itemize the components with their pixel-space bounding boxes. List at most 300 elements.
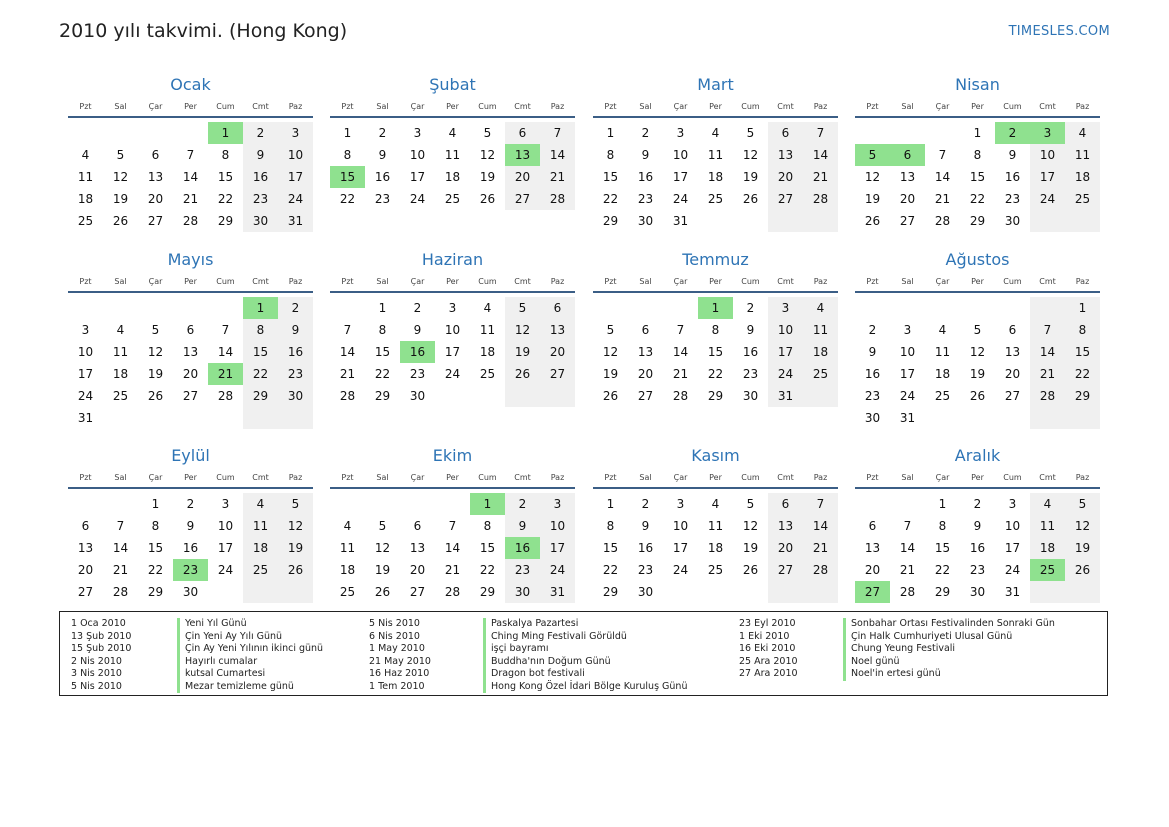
day-cell: 30 [1004,214,1021,228]
weekday-header [330,273,575,293]
weekday-label: Cum [216,102,235,111]
day-cell: 3 [81,323,90,337]
day-cell: 4 [81,148,90,162]
holiday-day: 6 [890,144,925,166]
weekday-label: Per [971,473,984,482]
day-cell: 26 [374,585,391,599]
day-cell: 11 [707,148,724,162]
day-cell: 31 [287,214,304,228]
day-cell: 11 [934,345,951,359]
weekday-label: Per [709,473,722,482]
day-cell: 24 [409,192,426,206]
day-cell: 18 [1074,170,1091,184]
holiday-day: 1 [470,493,505,515]
day-cell: 6 [868,519,877,533]
legend-holiday-name: Çin Halk Cumhuriyeti Ulusal Günü [843,631,1055,644]
weekday-label: Pzt [341,102,354,111]
holiday-day: 27 [855,581,890,603]
weekday-label: Çar [935,473,950,482]
holiday-day: 13 [505,144,540,166]
day-cell: 16 [742,345,759,359]
day-cell: 6 [781,126,790,140]
day-cell: 27 [514,192,531,206]
day-cell: 26 [1074,563,1091,577]
legend-holiday-name: Çin Ay Yeni Yılının ikinci günü [177,643,323,656]
weekday-label: Sal [376,277,389,286]
day-cell: 10 [444,323,461,337]
day-cell: 17 [444,345,461,359]
day-cell: 1 [606,497,615,511]
weekday-label: Cum [1003,473,1022,482]
day-cell: 27 [637,389,654,403]
legend-date-column [369,618,431,693]
day-cell: 9 [1008,148,1017,162]
day-cell: 26 [864,214,881,228]
month-block [330,443,575,627]
day-cell: 19 [287,541,304,555]
weekday-label: Paz [813,102,828,111]
day-cell: 26 [602,389,619,403]
weekday-label: Cum [741,102,760,111]
weekday-label: Paz [1075,473,1090,482]
day-cell: 20 [182,367,199,381]
weekday-label: Cmt [514,102,531,111]
month-name: Ocak [170,75,211,94]
weekday-label: Cmt [777,277,794,286]
day-cell: 30 [287,389,304,403]
day-cell: 17 [899,367,916,381]
day-cell: 13 [147,170,164,184]
day-cell: 13 [1004,345,1021,359]
day-cell: 20 [514,170,531,184]
month-block [68,247,313,431]
day-cell: 29 [934,585,951,599]
legend-date: 3 Nis 2010 [71,668,122,679]
weekday-label: Paz [550,102,565,111]
day-cell: 28 [444,585,461,599]
day-cell: 20 [1004,367,1021,381]
day-cell: 3 [903,323,912,337]
holiday-day: 25 [1030,559,1065,581]
day-cell: 28 [339,389,356,403]
day-cell: 5 [151,323,160,337]
day-cell: 9 [291,323,300,337]
day-cell: 17 [409,170,426,184]
day-cell: 6 [186,323,195,337]
day-cell: 6 [81,519,90,533]
days-grid [68,493,313,627]
legend-holiday-name: Dragon bot festivali [483,668,687,681]
weekday-label: Cmt [1039,102,1056,111]
day-cell: 3 [448,301,457,315]
day-cell: 6 [413,519,422,533]
day-cell: 11 [339,541,356,555]
day-cell: 11 [1039,519,1056,533]
day-cell: 4 [711,497,720,511]
days-grid [593,122,838,256]
day-cell: 20 [409,563,426,577]
day-cell: 5 [746,497,755,511]
day-cell: 27 [182,389,199,403]
day-cell: 30 [742,389,759,403]
day-cell: 20 [864,563,881,577]
day-cell: 5 [518,301,527,315]
day-cell: 2 [868,323,877,337]
day-cell: 5 [746,126,755,140]
days-grid [68,297,313,431]
day-cell: 4 [1043,497,1052,511]
holiday-day: 1 [698,297,733,319]
day-cell: 19 [514,345,531,359]
holiday-day: 21 [208,363,243,385]
day-cell: 18 [339,563,356,577]
month-block [855,72,1100,256]
day-cell: 10 [1004,519,1021,533]
day-cell: 8 [151,519,160,533]
weekday-label: Cum [216,473,235,482]
day-cell: 8 [378,323,387,337]
days-grid [330,297,575,431]
day-cell: 31 [77,411,94,425]
weekday-header [68,469,313,489]
day-cell: 10 [287,148,304,162]
weekday-label: Çar [410,473,425,482]
day-cell: 28 [812,563,829,577]
day-cell: 22 [707,367,724,381]
weekday-label: Pzt [604,102,617,111]
weekday-label: Cum [1003,277,1022,286]
day-cell: 24 [1004,563,1021,577]
day-cell: 29 [217,214,234,228]
day-cell: 18 [707,541,724,555]
day-cell: 24 [672,192,689,206]
day-cell: 27 [409,585,426,599]
day-cell: 14 [339,345,356,359]
day-cell: 19 [864,192,881,206]
day-cell: 4 [256,497,265,511]
day-cell: 10 [672,519,689,533]
day-cell: 11 [252,519,269,533]
day-cell: 30 [637,585,654,599]
day-cell: 15 [1074,345,1091,359]
day-cell: 25 [707,192,724,206]
day-cell: 7 [221,323,230,337]
weekday-label: Çar [935,277,950,286]
day-cell: 14 [217,345,234,359]
weekday-label: Çar [148,277,163,286]
day-cell: 27 [549,367,566,381]
weekday-header [855,98,1100,118]
legend-name-column [483,618,687,693]
day-cell: 15 [252,345,269,359]
holiday-day: 3 [1030,122,1065,144]
day-cell: 2 [291,301,300,315]
day-cell: 8 [606,148,615,162]
day-cell: 31 [777,389,794,403]
day-cell: 21 [444,563,461,577]
day-cell: 14 [812,148,829,162]
day-cell: 1 [606,126,615,140]
day-cell: 25 [479,367,496,381]
day-cell: 23 [514,563,531,577]
month-name: Eylül [171,446,210,465]
day-cell: 12 [514,323,531,337]
day-cell: 15 [934,541,951,555]
day-cell: 8 [221,148,230,162]
day-cell: 7 [186,148,195,162]
day-cell: 28 [112,585,129,599]
legend-name-column [177,618,323,693]
weekday-label: Per [709,277,722,286]
day-cell: 10 [899,345,916,359]
day-cell: 24 [287,192,304,206]
day-cell: 16 [287,345,304,359]
day-cell: 23 [1004,192,1021,206]
day-cell: 3 [676,126,685,140]
weekday-label: Cum [1003,102,1022,111]
day-cell: 13 [77,541,94,555]
day-cell: 28 [549,192,566,206]
legend-date: 1 Oca 2010 [71,618,126,629]
day-cell: 12 [1074,519,1091,533]
weekday-label: Pzt [79,277,92,286]
weekday-label: Cmt [777,473,794,482]
day-cell: 14 [812,519,829,533]
day-cell: 2 [746,301,755,315]
day-cell: 7 [903,519,912,533]
day-cell: 6 [518,126,527,140]
legend-date: 1 Tem 2010 [369,680,425,692]
day-cell: 25 [339,585,356,599]
legend-date: 5 Nis 2010 [369,618,420,629]
day-cell: 31 [1004,585,1021,599]
day-cell: 1 [343,126,352,140]
day-cell: 26 [742,192,759,206]
brand-link[interactable]: TIMESLES.COM [1008,24,1110,39]
day-cell: 5 [1078,497,1087,511]
day-cell: 24 [672,563,689,577]
weekday-label: Per [446,102,459,111]
day-cell: 28 [934,214,951,228]
weekday-label: Cmt [514,473,531,482]
holiday-legend [59,611,1108,696]
day-cell: 2 [413,301,422,315]
day-cell: 18 [812,345,829,359]
day-cell: 2 [973,497,982,511]
day-cell: 14 [899,541,916,555]
weekday-label: Cum [478,102,497,111]
day-cell: 15 [707,345,724,359]
weekday-label: Pzt [866,473,879,482]
day-cell: 9 [413,323,422,337]
day-cell: 7 [553,126,562,140]
day-cell: 24 [1039,192,1056,206]
legend-date: 6 Nis 2010 [369,630,420,642]
day-cell: 19 [969,367,986,381]
legend-date: 2 Nis 2010 [71,655,122,667]
day-cell: 15 [217,170,234,184]
day-cell: 27 [777,563,794,577]
page-title: 2010 yılı takvimi. (Hong Kong) [59,20,348,42]
weekday-label: Cmt [252,277,269,286]
holiday-day: 16 [505,537,540,559]
day-cell: 14 [112,541,129,555]
day-cell: 2 [378,126,387,140]
day-cell: 23 [742,367,759,381]
day-cell: 4 [116,323,125,337]
weekday-label: Paz [288,102,303,111]
day-cell: 26 [514,367,531,381]
day-cell: 16 [374,170,391,184]
day-cell: 18 [252,541,269,555]
day-cell: 11 [444,148,461,162]
month-name: Ağustos [945,250,1010,269]
weekday-label: Paz [288,277,303,286]
day-cell: 15 [479,541,496,555]
weekday-label: Per [971,277,984,286]
weekday-label: Cmt [1039,473,1056,482]
month-name: Mayıs [167,250,214,269]
day-cell: 13 [864,541,881,555]
day-cell: 30 [182,585,199,599]
day-cell: 27 [899,214,916,228]
day-cell: 6 [781,497,790,511]
legend-date: 15 Şub 2010 [71,643,132,654]
day-cell: 18 [707,170,724,184]
weekday-header [330,98,575,118]
day-cell: 23 [287,367,304,381]
day-cell: 22 [479,563,496,577]
day-cell: 3 [781,301,790,315]
day-cell: 25 [934,389,951,403]
month-block [593,443,838,627]
weekday-label: Cum [478,277,497,286]
day-cell: 22 [217,192,234,206]
day-cell: 19 [479,170,496,184]
day-cell: 3 [553,497,562,511]
legend-date: 27 Ara 2010 [739,668,798,679]
day-cell: 20 [777,170,794,184]
month-block [593,72,838,256]
weekday-label: Çar [148,102,163,111]
day-cell: 29 [602,214,619,228]
day-cell: 20 [637,367,654,381]
weekday-label: Sal [114,277,127,286]
holiday-day: 15 [330,166,365,188]
month-block [855,247,1100,431]
day-cell: 19 [1074,541,1091,555]
day-cell: 9 [973,519,982,533]
day-cell: 28 [672,389,689,403]
day-cell: 17 [672,541,689,555]
weekday-label: Çar [673,102,688,111]
day-cell: 29 [147,585,164,599]
day-cell: 4 [938,323,947,337]
day-cell: 12 [742,148,759,162]
day-cell: 26 [742,563,759,577]
day-cell: 9 [641,519,650,533]
days-grid [855,122,1100,256]
holiday-day: 2 [995,122,1030,144]
day-cell: 23 [374,192,391,206]
day-cell: 15 [602,541,619,555]
day-cell: 17 [1004,541,1021,555]
day-cell: 31 [672,214,689,228]
day-cell: 14 [444,541,461,555]
holiday-day: 16 [400,341,435,363]
days-grid [593,297,838,431]
day-cell: 13 [409,541,426,555]
day-cell: 7 [816,126,825,140]
day-cell: 16 [252,170,269,184]
day-cell: 5 [483,126,492,140]
day-cell: 18 [112,367,129,381]
weekday-label: Cmt [252,102,269,111]
weekday-label: Pzt [341,473,354,482]
day-cell: 28 [182,214,199,228]
day-cell: 21 [812,541,829,555]
day-cell: 14 [672,345,689,359]
day-cell: 2 [641,497,650,511]
day-cell: 16 [182,541,199,555]
day-cell: 10 [672,148,689,162]
days-grid [68,122,313,256]
day-cell: 27 [1004,389,1021,403]
calendar-grid [68,72,1102,612]
month-name: Ekim [432,446,473,465]
weekday-label: Cmt [514,277,531,286]
weekday-label: Cum [216,277,235,286]
weekday-label: Per [971,102,984,111]
month-block [593,247,838,431]
day-cell: 25 [77,214,94,228]
days-grid [855,493,1100,627]
day-cell: 23 [409,367,426,381]
day-cell: 28 [812,192,829,206]
day-cell: 17 [217,541,234,555]
day-cell: 25 [812,367,829,381]
day-cell: 12 [864,170,881,184]
day-cell: 1 [973,126,982,140]
day-cell: 9 [641,148,650,162]
day-cell: 28 [217,389,234,403]
day-cell: 2 [518,497,527,511]
day-cell: 22 [934,563,951,577]
day-cell: 4 [816,301,825,315]
legend-holiday-name: Chung Yeung Festivali [843,643,1055,656]
day-cell: 29 [252,389,269,403]
day-cell: 21 [549,170,566,184]
day-cell: 10 [1039,148,1056,162]
legend-date: 13 Şub 2010 [71,630,132,642]
day-cell: 18 [77,192,94,206]
day-cell: 14 [934,170,951,184]
day-cell: 19 [112,192,129,206]
weekday-header [855,273,1100,293]
weekday-label: Paz [550,277,565,286]
day-cell: 27 [777,192,794,206]
day-cell: 29 [707,389,724,403]
day-cell: 7 [116,519,125,533]
month-name: Nisan [955,75,1000,94]
day-cell: 2 [641,126,650,140]
day-cell: 9 [256,148,265,162]
weekday-label: Per [709,102,722,111]
legend-date: 21 May 2010 [369,655,431,667]
day-cell: 6 [151,148,160,162]
legend-holiday-name: Hayırlı cumalar [177,656,323,669]
day-cell: 10 [549,519,566,533]
